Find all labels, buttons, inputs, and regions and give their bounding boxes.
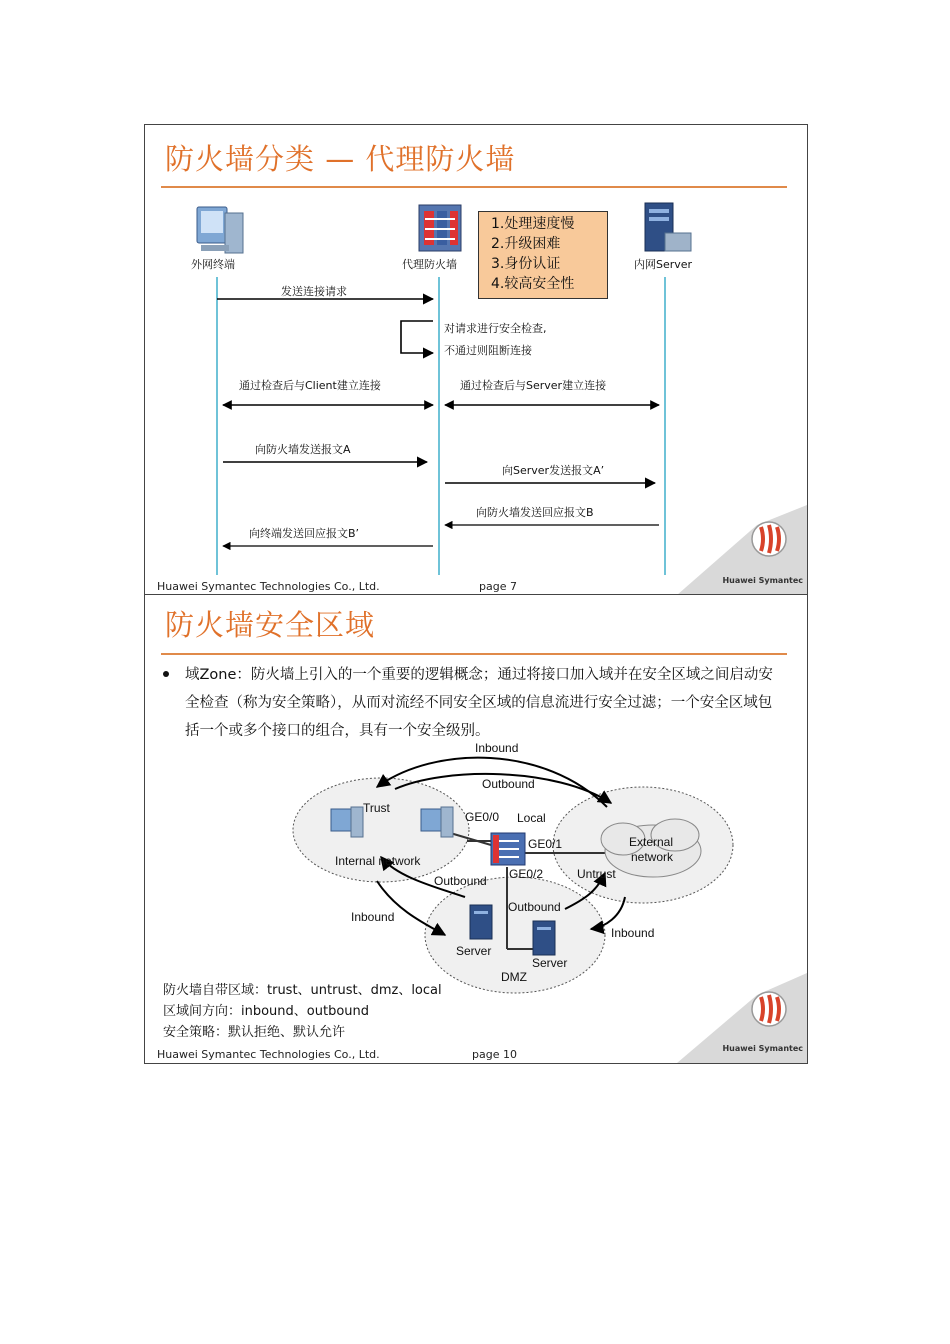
label-server-2: Server: [532, 956, 568, 970]
brand-corner: [677, 973, 807, 1063]
label-trust: Trust: [363, 801, 390, 815]
brand-name: Huawei Symantec: [722, 576, 803, 585]
footer-company: Huawei Symantec Technologies Co., Ltd.: [157, 580, 380, 593]
brand-name: Huawei Symantec: [722, 1044, 803, 1053]
feature-item: 4.较高安全性: [491, 276, 575, 292]
footer-company: Huawei Symantec Technologies Co., Ltd.: [157, 1048, 380, 1061]
feature-box: [478, 211, 608, 299]
server-icon: [533, 921, 555, 955]
slide-proxy-firewall: [144, 124, 808, 596]
label-server-1: Server: [456, 944, 492, 958]
feature-item: 2.升级困难: [491, 236, 561, 252]
firewall-icon: [491, 833, 525, 865]
label-outbound-top: Outbound: [482, 777, 535, 791]
server-icon: [470, 905, 492, 939]
step-send-request: 发送连接请求: [281, 285, 347, 298]
step-client-conn: 通过检查后与Client建立连接: [239, 379, 381, 392]
step-send-a: 向防火墙发送报文A: [255, 443, 351, 456]
label-external: External: [629, 835, 674, 849]
arrow-security-check: [401, 321, 433, 353]
label-dmz: DMZ: [501, 970, 527, 984]
bullet-text: 域Zone：防火墙上引入的一个重要的逻辑概念；通过将接口加入域并在安全区域之间启动安全检查（称为安全策略），从而对流经不同安全区域的信息流进行安全过滤；一个安全区域包括一个或多个接口的组合，具有一个安全级别。: [185, 667, 773, 739]
label-ge02: GE0/2: [509, 867, 544, 881]
proxy-label: 代理防火墙: [402, 258, 457, 271]
note-policy: 安全策略：默认拒绝、默认允许: [163, 1025, 346, 1040]
note-zones: 防火墙自带区域：trust、untrust、dmz、local: [163, 983, 442, 998]
step-reply-b-prime: 向终端发送回应报文B’: [249, 527, 360, 540]
label-inbound-top: Inbound: [475, 741, 519, 755]
client-computer-icon: [197, 207, 243, 253]
label-inbound-left: Inbound: [351, 910, 395, 924]
feature-item: 3.身份认证: [491, 256, 561, 272]
proxy-firewall-icon: [419, 205, 461, 251]
slide-title: 防火墙安全区域: [165, 608, 376, 642]
server-label: 内网Server: [634, 258, 693, 271]
label-inbound-right: Inbound: [611, 926, 655, 940]
step-check-line2: 不通过则阻断连接: [444, 344, 532, 357]
note-directions: 区域间方向：inbound、outbound: [163, 1004, 370, 1019]
label-ge01: GE0/1: [528, 837, 563, 851]
footer-page: page 7: [479, 580, 517, 593]
step-send-a-prime: 向Server发送报文A’: [502, 464, 605, 477]
step-check-line1: 对请求进行安全检查,: [444, 322, 547, 335]
brand-corner: [677, 505, 807, 595]
slide-title: 防火墙分类 — 代理防火墙: [165, 142, 516, 176]
label-local: Local: [517, 811, 546, 825]
label-outbound-left: Outbound: [434, 874, 487, 888]
server-icon: [645, 203, 691, 251]
footer-page: page 10: [472, 1048, 517, 1061]
label-outbound-right: Outbound: [508, 900, 561, 914]
label-ge00: GE0/0: [465, 810, 500, 824]
slide-security-zones: [144, 594, 808, 1064]
step-server-conn: 通过检查后与Server建立连接: [460, 379, 607, 392]
feature-item: 1.处理速度慢: [491, 216, 575, 232]
label-untrust: Untrust: [577, 867, 616, 881]
step-reply-b: 向防火墙发送回应报文B: [476, 506, 594, 519]
client-label: 外网终端: [191, 258, 235, 271]
label-internal-network: Internal network: [335, 854, 421, 868]
label-network: network: [631, 850, 674, 864]
